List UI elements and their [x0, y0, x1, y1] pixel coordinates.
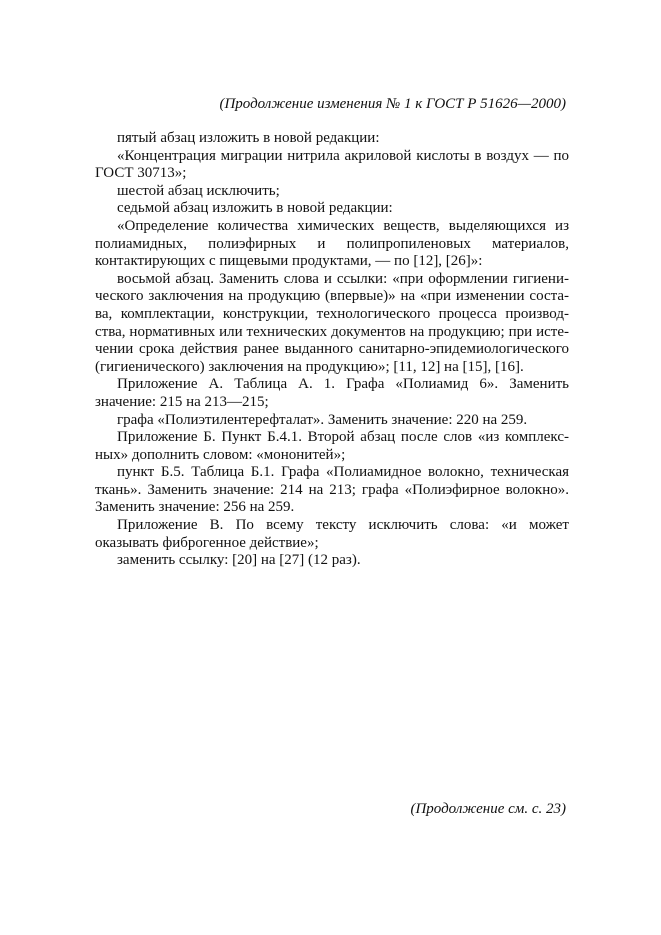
paragraph: Приложение А. Таблица А. 1. Графа «Полиамид 6». Заменить значение: 215 на 213—215; [95, 376, 569, 410]
paragraph: пункт Б.5. Таблица Б.1. Графа «Полиамидное волокно, техническая ткань». Заменить значение: 214 на 213; графа «Полиэфирное волокно». Заменить значение: 256 на 259. [95, 464, 569, 516]
paragraph: Приложение Б. Пункт Б.4.1. Второй абзац после слов «из комплексных» дополнить словом: «мононитей»; [95, 429, 569, 463]
paragraph: «Определение количества химических веществ, выделяющихся из полиамидных, полиэфирных и полипропиленовых материалов, контактирующих с пищевыми продуктами, — по [12], [26]»: [95, 217, 569, 270]
document-body [95, 130, 569, 570]
paragraph: восьмой абзац. Заменить слова и ссылки: «при оформлении гигиенического заключения на продукцию (впервые)» на «при изменении состава, комплектации, конструкции, технологического процесса производства, нормативных или технических документов на продукцию; при истечении срока действия ранее выданного санитарно-эпидемиологического (гигиенического) заключения на продукцию»; [11, 12] на [15], [16]. [95, 270, 569, 375]
paragraph: седьмой абзац изложить в новой редакции: [117, 200, 393, 217]
paragraph: пятый абзац изложить в новой редакции: [117, 130, 380, 146]
running-header: (Продолжение изменения № 1 к ГОСТ Р 51626—2000) [219, 96, 566, 112]
paragraph: заменить ссылку: [20] на [27] (12 раз). [117, 552, 361, 569]
running-footer: (Продолжение см. с. 23) [410, 801, 566, 817]
paragraph: шестой абзац исключить; [117, 182, 280, 199]
paragraph: графа «Полиэтилентерефталат». Заменить значение: 220 на 259. [117, 411, 528, 428]
paragraph: Приложение В. По всему тексту исключить слова: «и может оказывать фиброгенное действие»; [95, 517, 569, 551]
paragraph: «Концентрация миграции нитрила акриловой кислоты в воздух — по ГОСТ 30713»; [95, 147, 569, 182]
